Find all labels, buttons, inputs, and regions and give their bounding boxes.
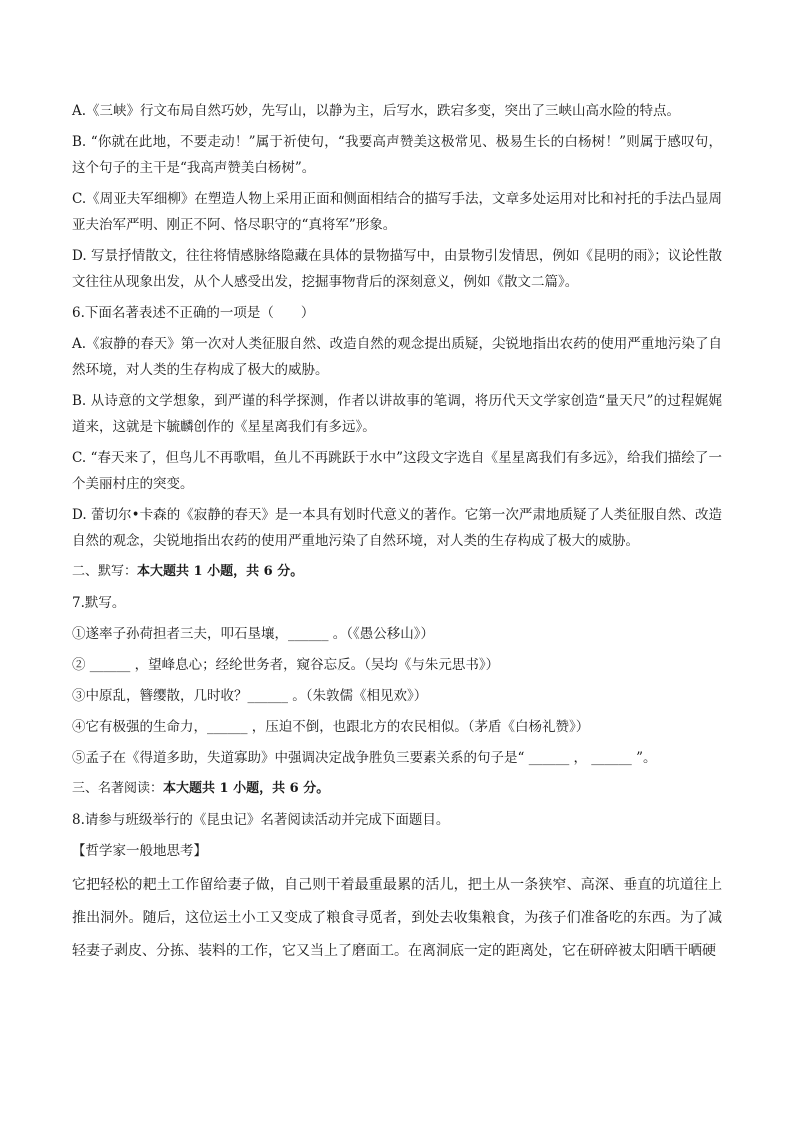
q6-option-d: D. 蕾切尔•卡森的《寂静的春天》是一本具有划时代意义的著作。它第一次严肃地质疑了人类征服自然、改造自然的观念，尖锐地指出农药的使用严重地污染了自然环境，对人类的生存构成了极大的威胁。	[72, 507, 722, 549]
q7-item-3: ③中原乱，簪缨散，几时收？______ 。（朱敦儒《相见欢》）	[72, 688, 428, 704]
section-2-heading	[72, 559, 722, 585]
q6-stem: 6.下面名著表述不正确的一项是（ ）	[72, 305, 315, 321]
q5-option-d: D. 写景抒情散文，往往将情感脉络隐藏在具体的景物描写中，由景物引发情思，例如《昆明的雨》；议论性散文往往从现象出发，从个人感受出发，挖掘事物背后的深刻意义，例如《散文二篇》。	[72, 248, 722, 290]
q7-stem: 7.默写。	[72, 595, 126, 611]
q6-option-c: C. “春天来了，但鸟儿不再歌唱，鱼儿不再跳跃于水中”这段文字选自《星星离我们有多远》，给我们描绘了一个美丽村庄的突变。	[72, 450, 722, 492]
section-3-heading	[72, 776, 722, 802]
q8-passage-body: 它把轻松的耙土工作留给妻子做，自己则干着最重最累的活儿，把土从一条狭窄、高深、垂直的坑道往上推出洞外。随后，这位运土小工又变成了粮食寻觅者，到处去收集粮食，为孩子们准备吃的东西。为了减轻妻子剥皮、分拣、装料的工作，它又当上了磨面工。在离洞底一定的距离处，它在研碎被太阳晒干晒硬	[72, 877, 722, 959]
q5-option-a: A.《三峡》行文布局自然巧妙，先写山，以静为主，后写水，跌宕多变，突出了三峡山高水险的特点。	[72, 103, 681, 119]
section-3-desc: 本大题共 1 小题，共 6 分。	[163, 781, 330, 796]
q7-item-5: ⑤孟子在《得道多助，失道寡助》中强调决定战争胜负三要素关系的句子是“ ______ ， ______ ”。	[72, 750, 657, 766]
section-2-label: 二、默写：	[72, 564, 138, 579]
q6-option-b: B. 从诗意的文学想象，到严谨的科学探测，作者以讲故事的笔调，将历代天文学家创造“量天尺”的过程娓娓道来，这就是卞毓麟创作的《星星离我们有多远》。	[72, 393, 722, 435]
q7-item-2: ② ______ ，望峰息心；经纶世务者，窥谷忘反。（吴均《与朱元思书》）	[72, 657, 500, 673]
q5-option-b: B. “你就在此地，不要走动！”属于祈使句，“我要高声赞美这极常见、极易生长的白杨树！”则属于感叹句，这个句子的主干是“我高声赞美白杨树”。	[72, 134, 722, 176]
q7-item-1: ①遂率子孙荷担者三夫，叩石垦壤，______ 。（《愚公移山》）	[72, 626, 435, 642]
q7-item-4: ④它有极强的生命力，______ ，压迫不倒，也跟北方的农民相似。（茅盾《白杨礼赞》）	[72, 719, 590, 735]
section-2-desc: 本大题共 1 小题，共 6 分。	[137, 564, 304, 579]
q8-stem: 8.请参与班级举行的《昆虫记》名著阅读活动并完成下面题目。	[72, 812, 450, 828]
q6-option-a: A.《寂静的春天》第一次对人类征服自然、改造自然的观念提出质疑，尖锐地指出农药的使用严重地污染了自然环境，对人类的生存构成了极大的威胁。	[72, 336, 722, 378]
q8-passage-heading: 【哲学家一般地思考】	[72, 843, 207, 859]
page-content	[72, 98, 722, 968]
section-3-label: 三、名著阅读：	[72, 781, 164, 796]
q5-option-c: C.《周亚夫军细柳》在塑造人物上采用正面和侧面相结合的描写手法，文章多处运用对比和衬托的手法凸显周亚夫治军严明、刚正不阿、恪尽职守的“真将军”形象。	[72, 191, 722, 233]
